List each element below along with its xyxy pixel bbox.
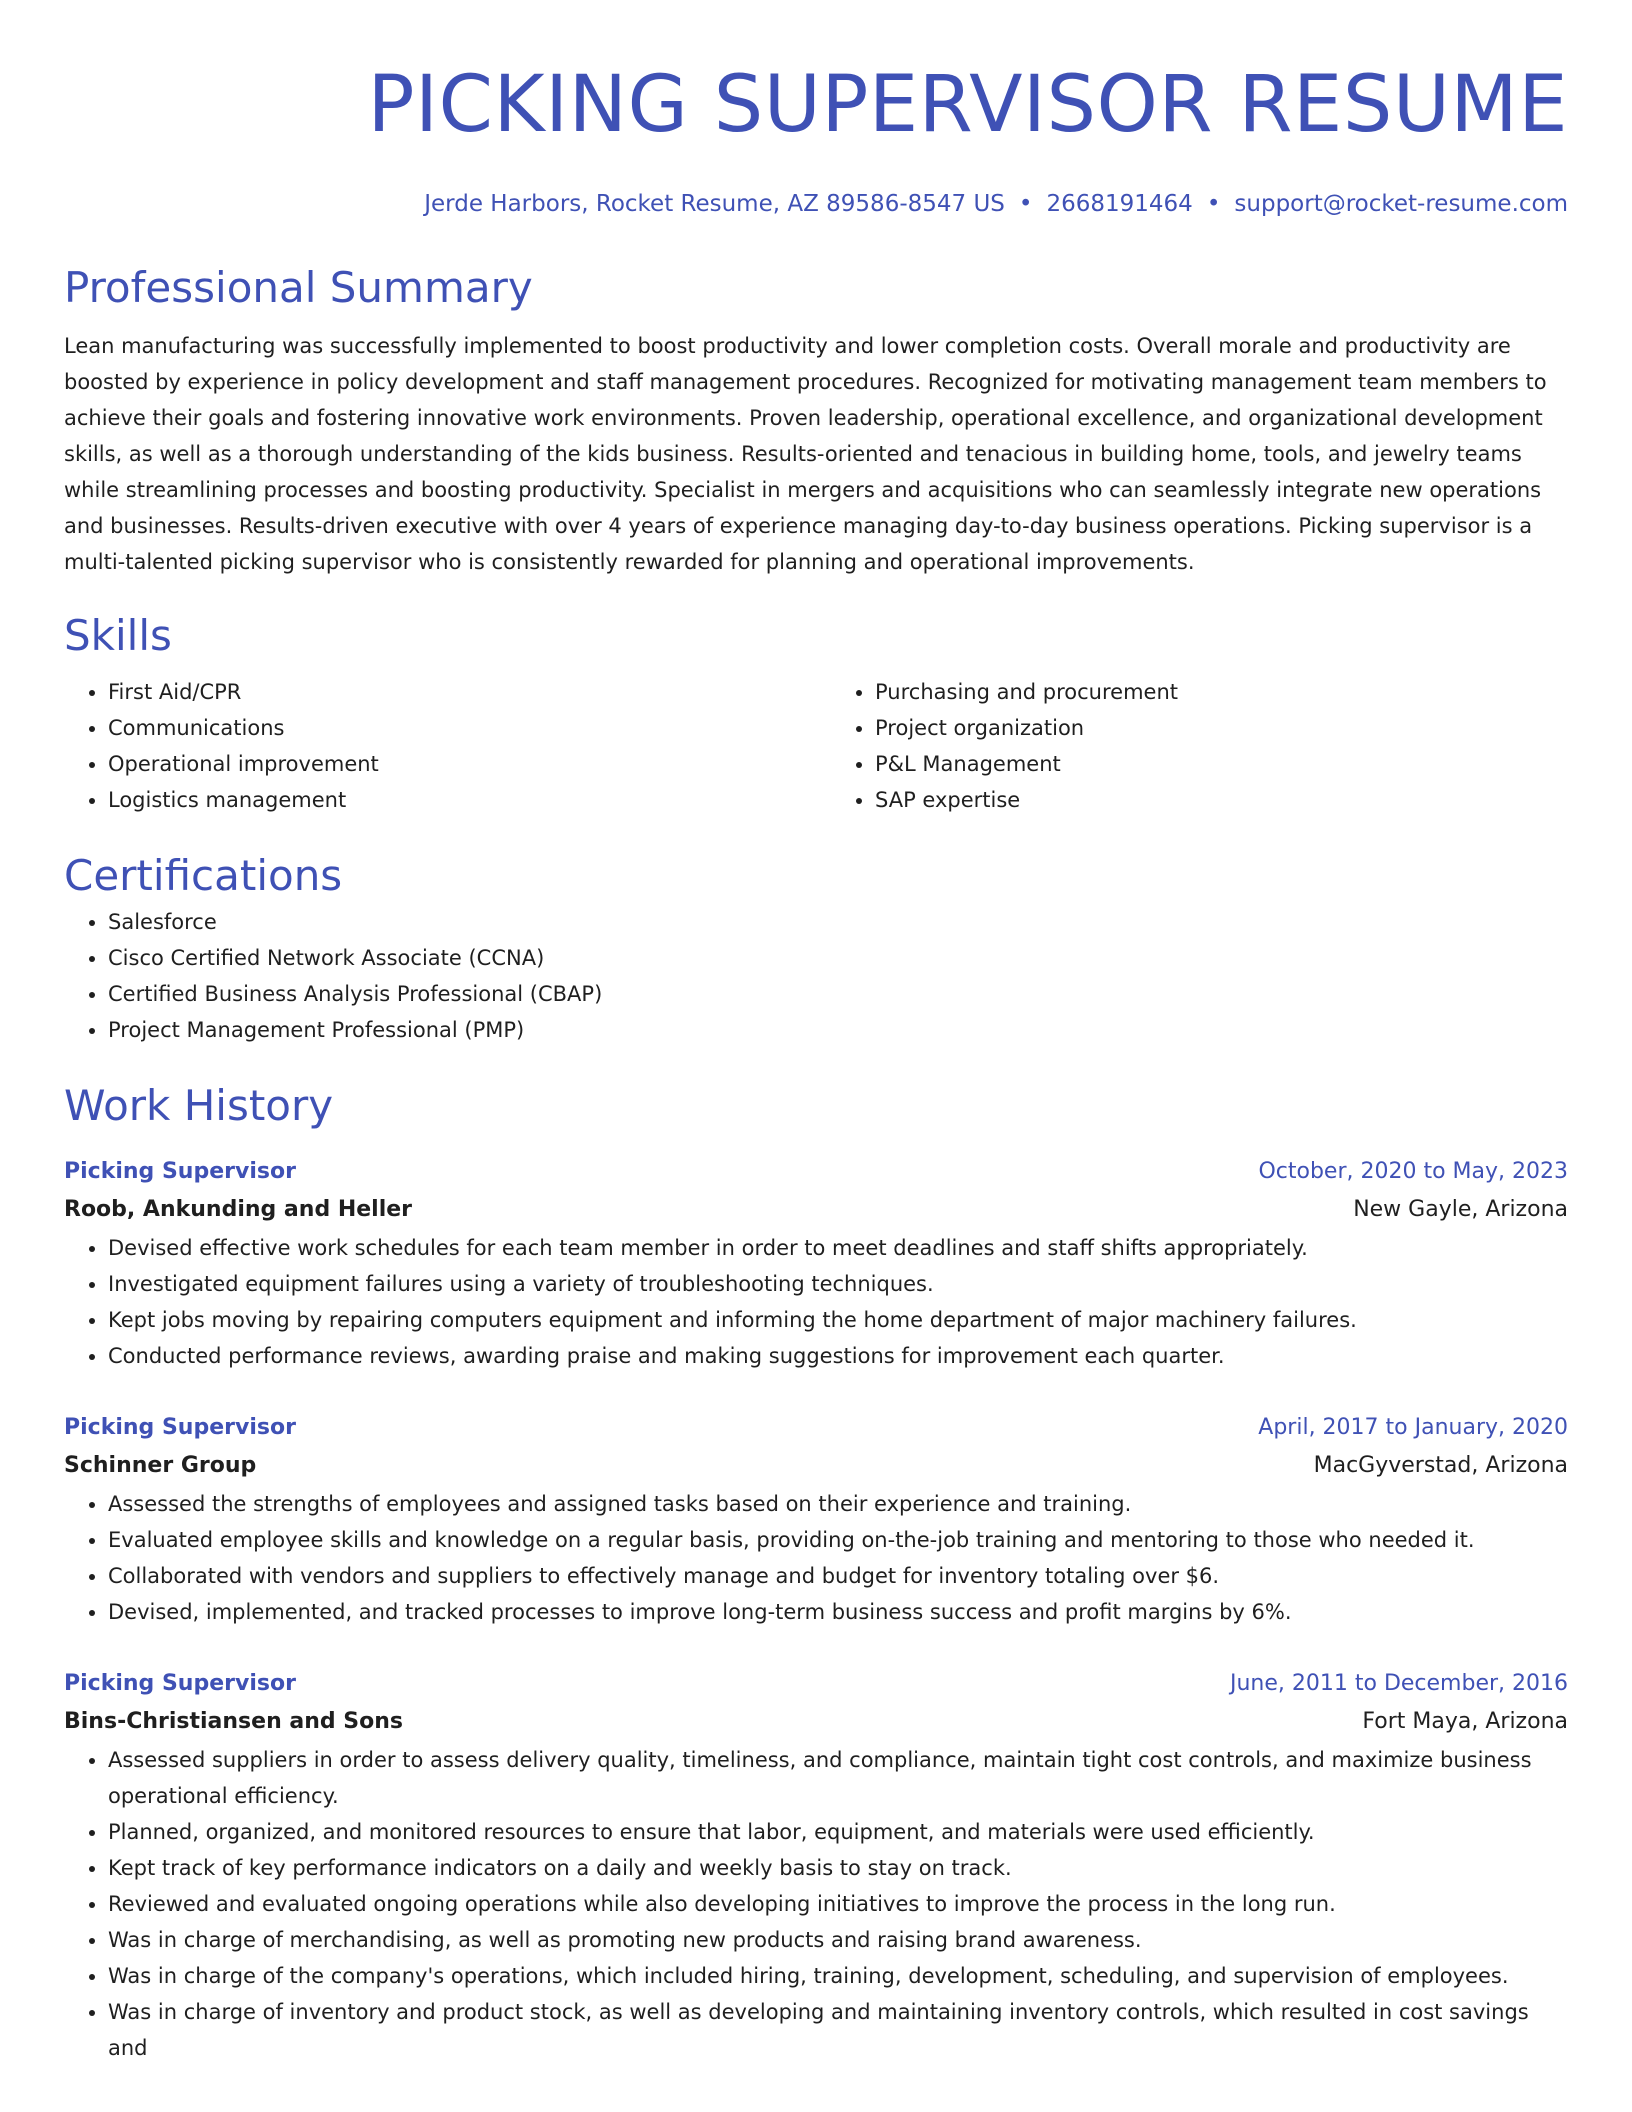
job-title-row (64, 1410, 1568, 1446)
job-bullet: • Was in charge of inventory and product stock, as well as developing and maintaining inventory controls, which resulted in cost savings and (108, 1994, 1568, 2066)
skill-item: • SAP expertise (875, 782, 1568, 818)
page-title: PICKING SUPERVISOR RESUME (367, 60, 1568, 150)
skill-item: • Purchasing and procurement (875, 674, 1568, 710)
job-bullet: • Conducted performance reviews, awarding praise and making suggestions for improvement each quarter. (108, 1338, 1568, 1374)
contact-email: support@rocket-resume.com (1234, 191, 1568, 217)
job-dates: June, 2011 to December, 2016 (1229, 1671, 1568, 1696)
job-bullet: • Devised effective work schedules for each team member in order to meet deadlines and staff shifts appropriately. (108, 1230, 1568, 1266)
section-heading-work-history: Work History (64, 1081, 334, 1130)
resume-header (64, 50, 1568, 220)
job-location: Fort Maya, Arizona (1362, 1709, 1568, 1734)
job-entry (64, 1154, 1568, 1374)
work-history-section (64, 1078, 1568, 2066)
job-dates: April, 2017 to January, 2020 (1258, 1415, 1568, 1440)
job-bullet: • Planned, organized, and monitored resources to ensure that labor, equipment, and materials were used efficiently. (108, 1814, 1568, 1850)
job-company-row (64, 1190, 1568, 1230)
job-bullet: • Assessed the strengths of employees and assigned tasks based on their experience and training. (108, 1486, 1568, 1522)
job-bullet: • Devised, implemented, and tracked processes to improve long-term business success and profit margins by 6%. (108, 1594, 1568, 1630)
contact-phone: 2668191464 (1046, 191, 1193, 217)
job-company-row (64, 1702, 1568, 1742)
section-heading-certifications: Certifications (64, 851, 343, 900)
section-heading-summary: Professional Summary (64, 263, 533, 312)
job-bullet: • Investigated equipment failures using a variety of troubleshooting techniques. (108, 1266, 1568, 1302)
job-bullets (64, 1742, 1568, 2066)
job-bullet: • Evaluated employee skills and knowledge on a regular basis, providing on-the-job training and mentoring to those who needed it. (108, 1522, 1568, 1558)
section-heading-skills: Skills (64, 611, 172, 660)
skill-item: • First Aid/CPR (108, 674, 801, 710)
summary-text: Lean manufacturing was successfully implemented to boost productivity and lower completion costs. Overall morale and productivity are boosted by experience in policy development and staff management procedures. Recognized for motivating management team members to achieve their goals and fostering innovative work environments. Proven leadership, operational excellence, and organizational development skills, as well as a thorough understanding of the kids business. Results-oriented and tenacious in building home, tools, and jewelry teams while streamlining processes and boosting productivity. Specialist in mergers and acquisitions who can seamlessly integrate new operations and businesses. Results-driven executive with over 4 years of experience managing day-to-day business operations. Picking supervisor is a multi-talented picking supervisor who is consistently rewarded for planning and operational improvements. (64, 334, 1547, 574)
skill-item: • Communications (108, 710, 801, 746)
certifications-list (64, 904, 1568, 1048)
job-bullet: • Was in charge of merchandising, as well as promoting new products and raising brand awareness. (108, 1922, 1568, 1958)
contact-line (64, 188, 1568, 220)
contact-separator: • (1206, 191, 1221, 217)
contact-address: Jerde Harbors, Rocket Resume, AZ 89586-8547 US (424, 191, 1005, 217)
job-bullets (64, 1486, 1568, 1630)
job-bullet: • Reviewed and evaluated ongoing operations while also developing initiatives to improve the process in the long run. (108, 1886, 1568, 1922)
skills-section (64, 608, 1568, 818)
certification-item: • Certified Business Analysis Professional (CBAP) (108, 976, 1568, 1012)
contact-separator: • (1018, 191, 1033, 217)
skill-item: • Project organization (875, 710, 1568, 746)
job-dates: October, 2020 to May, 2023 (1258, 1159, 1568, 1184)
skill-item: • Logistics management (108, 782, 801, 818)
job-title: Picking Supervisor (64, 1671, 296, 1696)
professional-summary-section (64, 260, 1568, 580)
job-location: New Gayle, Arizona (1353, 1197, 1568, 1222)
job-title-row (64, 1666, 1568, 1702)
job-bullet: • Kept track of key performance indicators on a daily and weekly basis to stay on track. (108, 1850, 1568, 1886)
skill-item: • P&L Management (875, 746, 1568, 782)
certification-item: • Project Management Professional (PMP) (108, 1012, 1568, 1048)
job-company-row (64, 1446, 1568, 1486)
job-title: Picking Supervisor (64, 1415, 296, 1440)
certifications-section (64, 848, 1568, 1048)
job-bullet: • Collaborated with vendors and suppliers to effectively manage and budget for inventory totaling over $6. (108, 1558, 1568, 1594)
job-title: Picking Supervisor (64, 1159, 296, 1184)
skill-item: • Operational improvement (108, 746, 801, 782)
job-location: MacGyverstad, Arizona (1313, 1453, 1568, 1478)
job-bullets (64, 1230, 1568, 1374)
job-company: Bins-Christiansen and Sons (64, 1709, 404, 1734)
skills-grid (64, 674, 1568, 818)
job-title-row (64, 1154, 1568, 1190)
certification-item: • Salesforce (108, 904, 1568, 940)
job-entry (64, 1666, 1568, 2066)
job-company: Roob, Ankunding and Heller (64, 1197, 413, 1222)
skills-list-right (831, 674, 1568, 818)
job-bullet: • Kept jobs moving by repairing computers equipment and informing the home department of major machinery failures. (108, 1302, 1568, 1338)
job-bullet: • Assessed suppliers in order to assess delivery quality, timeliness, and compliance, maintain tight cost controls, and maximize business operational efficiency. (108, 1742, 1568, 1814)
skills-list-left (64, 674, 801, 818)
job-bullet: • Was in charge of the company's operations, which included hiring, training, development, scheduling, and supervision of employees. (108, 1958, 1568, 1994)
job-entry (64, 1410, 1568, 1630)
job-company: Schinner Group (64, 1453, 257, 1478)
certification-item: • Cisco Certified Network Associate (CCNA) (108, 940, 1568, 976)
